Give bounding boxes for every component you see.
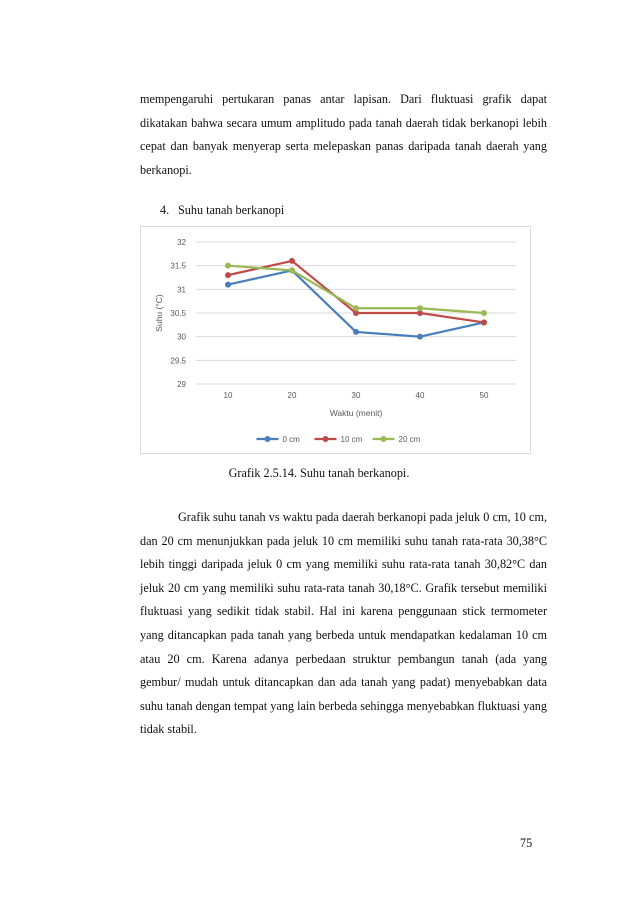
paragraph-discussion: Grafik suhu tanah vs waktu pada daerah berkanopi pada jeluk 0 cm, 10 cm, dan 20 cm menunjukkan pada jeluk 10 cm memiliki suhu tanah rata-rata 30,38°C lebih tinggi daripada jeluk 0 cm yang memiliki suhu rata-rata tanah 30,82°C dan jeluk 20 cm yang memiliki suhu rata-rata tanah 30,18°C. Grafik tersebut memiliki fluktuasi yang sedikit tidak stabil. Hal ini karena penggunaan stick termometer yang ditancapkan pada tanah yang berbeda untuk mendapatkan kedalaman 10 cm atau 20 cm. Karena adanya perbedaan struktur pembangun tanah (ada yang gembur/ mudah untuk ditancapkan dan ada tanah yang padat) menyebabkan data suhu tanah dengan tempat yang lain berbeda sehingga menyebabkan fluktuasi yang tidak stabil. <box>140 510 547 737</box>
data-point <box>481 319 487 325</box>
data-point <box>225 282 231 288</box>
page-number: 75 <box>520 836 533 850</box>
y-tick-label: 30 <box>177 332 186 342</box>
data-point <box>353 305 359 311</box>
x-axis-title: Waktu (menit) <box>329 408 383 418</box>
data-point <box>289 258 295 264</box>
data-point <box>481 310 487 316</box>
legend-swatch-marker <box>323 436 329 442</box>
y-tick-label: 31 <box>177 285 186 295</box>
y-axis-title: Suhu (°C) <box>154 294 164 332</box>
data-point <box>417 334 423 340</box>
x-tick-label: 20 <box>287 391 297 400</box>
y-tick-label: 31.5 <box>170 261 186 271</box>
y-tick-label: 32 <box>177 238 186 247</box>
y-tick-label: 29 <box>177 380 186 389</box>
list-item-number: 4. <box>160 203 170 217</box>
list-item-text: Suhu tanah berkanopi <box>178 203 285 217</box>
legend-label: 10 cm <box>340 435 363 444</box>
paragraph-intro: mempengaruhi pertukaran panas antar lapisan. Dari fluktuasi grafik dapat dikatakan bahwa secara umum amplitudo pada tanah daerah tidak berkanopi lebih cepat dan banyak menyerap serta melepaskan panas daripada tanah daerah yang berkanopi. <box>140 92 547 177</box>
legend-swatch-marker <box>265 436 271 442</box>
series-line <box>228 270 484 336</box>
line-chart <box>141 227 530 453</box>
x-tick-label: 50 <box>479 391 489 400</box>
x-tick-label: 40 <box>415 391 425 400</box>
y-tick-label: 30.5 <box>170 309 186 318</box>
y-tick-label: 29.5 <box>170 356 186 366</box>
data-point <box>225 263 231 269</box>
chart-frame <box>140 226 531 454</box>
data-point <box>353 329 359 335</box>
data-point <box>417 305 423 311</box>
legend-label: 0 cm <box>282 435 300 444</box>
figure-caption: Grafik 2.5.14. Suhu tanah berkanopi. <box>228 466 410 480</box>
x-tick-label: 10 <box>223 391 233 400</box>
legend-swatch-marker <box>381 436 387 442</box>
data-point <box>225 272 231 278</box>
list-item-heading <box>160 200 284 220</box>
data-point <box>289 267 295 273</box>
legend-label: 20 cm <box>398 435 421 444</box>
x-tick-label: 30 <box>351 391 361 400</box>
